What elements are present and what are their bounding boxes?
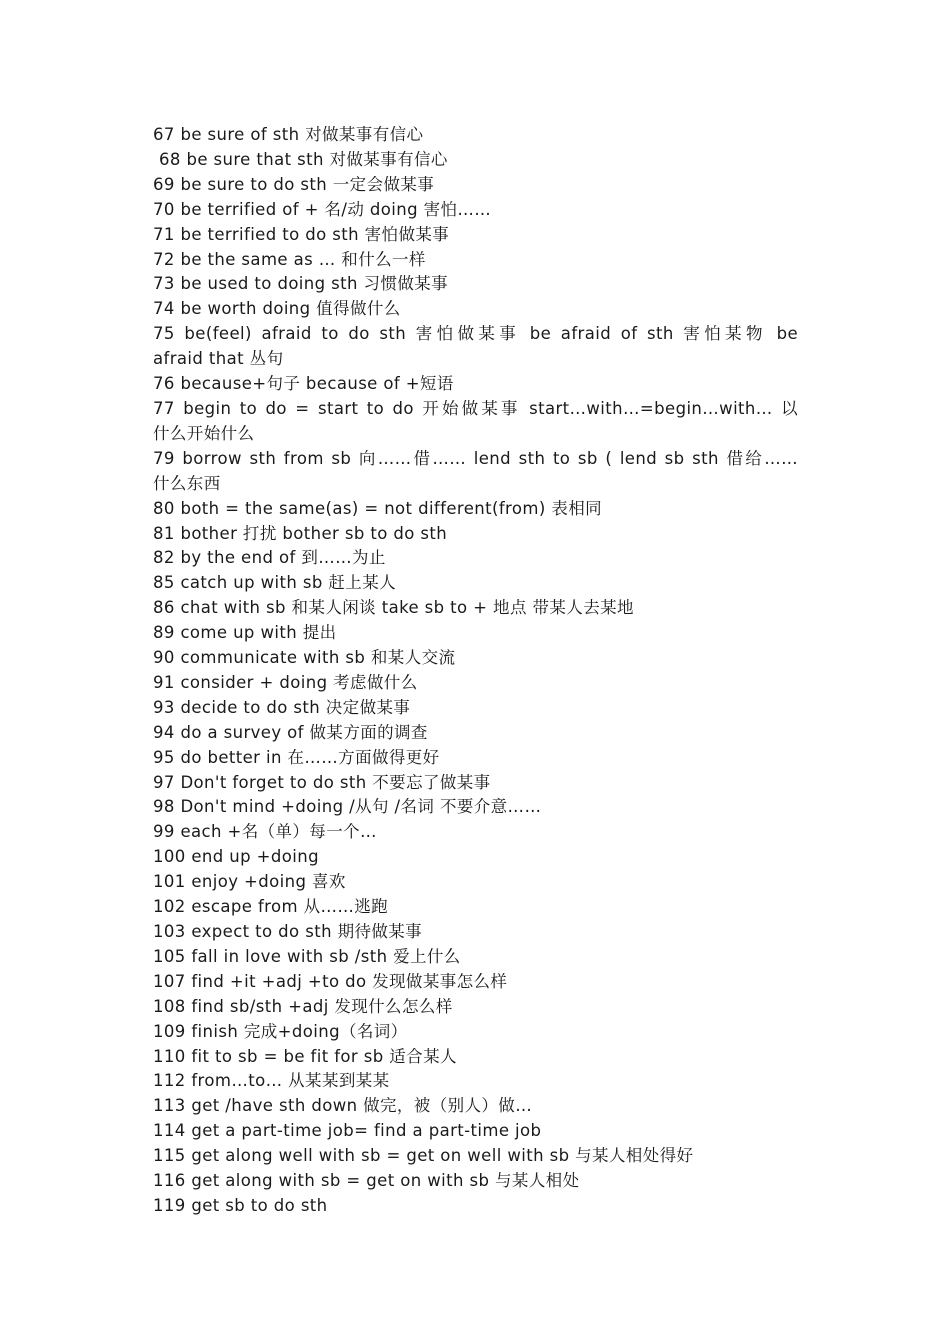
phrase-line: 69 be sure to do sth 一定会做某事 [153,174,435,194]
phrase-line: 74 be worth doing 值得做什么 [153,299,401,319]
phrase-line: 103 expect to do sth 期待做某事 [153,922,423,941]
phrase-line: 86 chat with sb 和某人闲谈 take sb to + 地点 带某人去某地 [153,598,634,618]
phrase-line: 98 Don't mind +doing /从句 /名词 不要介意…… [153,797,542,817]
phrase-line-continued: afraid that 丛句 [153,349,284,369]
phrase-line: 105 fall in love with sb /sth 爱上什么 [153,946,461,966]
phrase-line: 110 fit to sb = be fit for sb 适合某人 [153,1046,457,1066]
phrase-line: 99 each +名（单）每一个… [153,822,377,842]
phrase-line: 109 finish 完成+doing（名词） [153,1021,408,1041]
phrase-line: 116 get along with sb = get on with sb 与某人相处 [153,1171,580,1191]
phrase-line: 90 communicate with sb 和某人交流 [153,648,456,668]
phrase-line: 75 be(feel) afraid to do sth 害怕做某事 be afraid of sth 害怕某物 be [153,324,798,344]
phrase-line: 112 from…to… 从某某到某某 [153,1071,390,1091]
phrase-line-continued: 什么东西 [153,473,221,493]
phrase-line: 101 enjoy +doing 喜欢 [153,872,346,892]
phrase-line: 100 end up +doing [153,847,319,867]
phrase-line: 113 get /have sth down 做完，被（别人）做… [153,1096,533,1116]
phrase-line: 68 be sure that sth 对做某事有信心 [159,149,448,169]
phrase-line: 115 get along well with sb = get on well with sb 与某人相处得好 [153,1146,694,1166]
phrase-line: 91 consider + doing 考虑做什么 [153,672,418,692]
phrase-line: 95 do better in 在……方面做得更好 [153,747,440,767]
phrase-line: 107 find +it +adj +to do 发现做某事怎么样 [153,971,508,991]
phrase-line: 71 be terrified to do sth 害怕做某事 [153,224,450,244]
phrase-line: 77 begin to do = start to do 开始做某事 start…with…=begin…with… 以 [153,398,798,418]
phrase-line: 97 Don't forget to do sth 不要忘了做某事 [153,772,491,792]
phrase-list [153,123,798,1219]
phrase-line: 80 both = the same(as) = not different(from) 表相同 [153,498,603,518]
phrase-line: 94 do a survey of 做某方面的调查 [153,722,428,742]
phrase-line: 82 by the end of 到……为止 [153,548,386,568]
phrase-line-continued: 什么开始什么 [153,423,255,443]
phrase-line: 114 get a part-time job= find a part-time job [153,1121,542,1141]
phrase-line: 81 bother 打扰 bother sb to do sth [153,523,448,543]
phrase-line: 85 catch up with sb 赶上某人 [153,573,397,593]
phrase-line: 108 find sb/sth +adj 发现什么怎么样 [153,996,453,1016]
phrase-line: 79 borrow sth from sb 向……借…… lend sth to sb ( lend sb sth 借给…… [153,448,798,468]
phrase-line: 76 because+句子 because of +短语 [153,374,454,394]
phrase-line: 89 come up with 提出 [153,623,337,643]
phrase-line: 73 be used to doing sth 习惯做某事 [153,274,449,294]
phrase-line: 93 decide to do sth 决定做某事 [153,697,411,717]
phrase-line: 102 escape from 从……逃跑 [153,897,389,917]
phrase-line: 72 be the same as … 和什么一样 [153,249,426,269]
phrase-line: 70 be terrified of + 名/动 doing 害怕…… [153,199,492,219]
phrase-line: 67 be sure of sth 对做某事有信心 [153,125,424,144]
phrase-line: 119 get sb to do sth [153,1195,328,1215]
